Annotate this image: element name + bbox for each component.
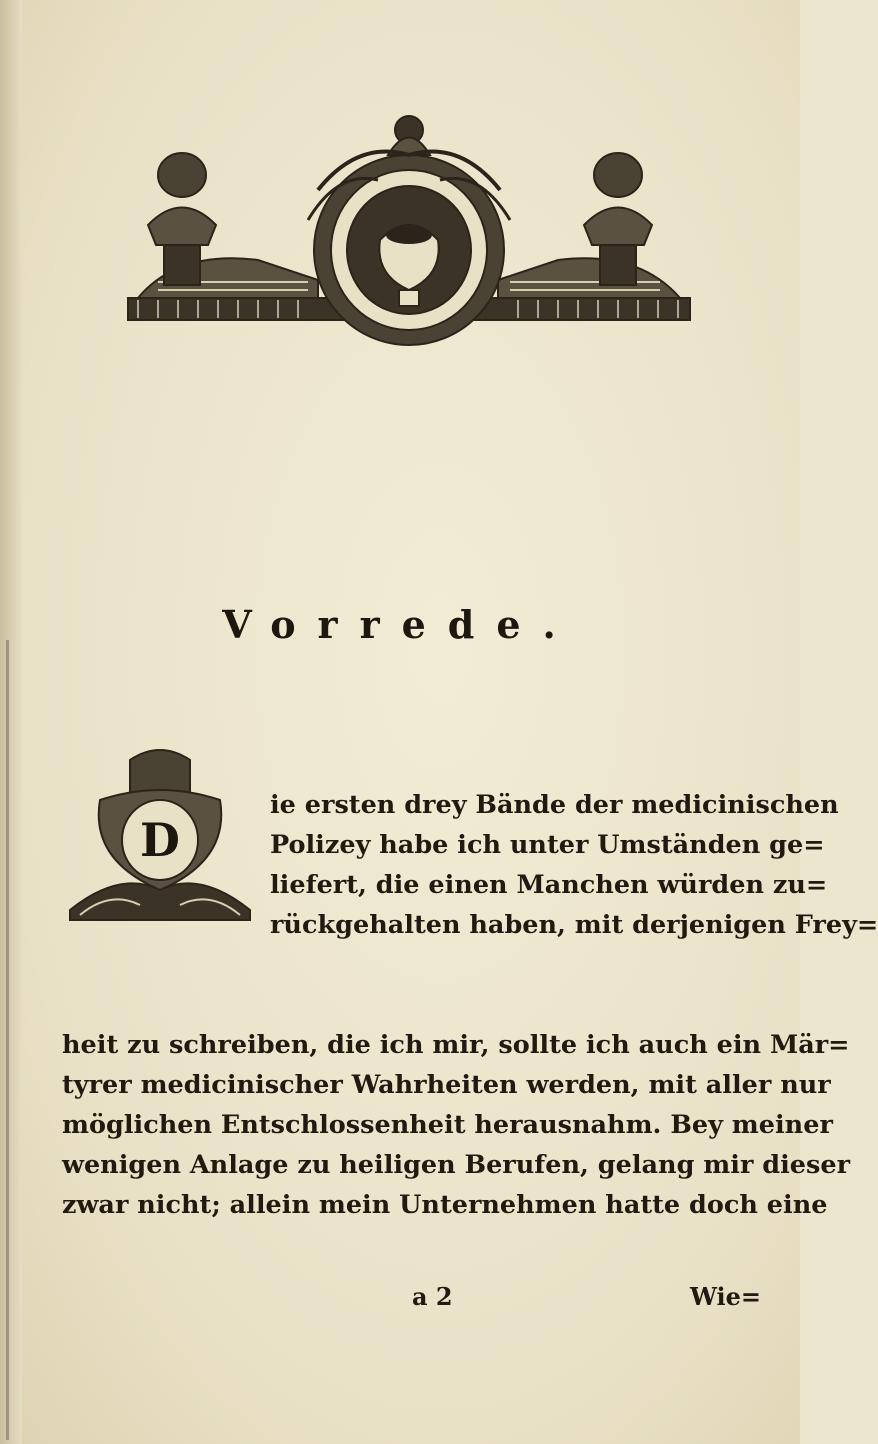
ornamental-headpiece <box>118 100 700 362</box>
decorated-initial <box>60 740 260 940</box>
binding-edge <box>6 640 9 1440</box>
signature-mark: a 2 <box>412 1282 453 1311</box>
initial-letter: D <box>140 813 180 867</box>
text-line: ie ersten drey Bände der medicinischen <box>270 790 839 820</box>
text-line: tyrer medicinischer Wahrheiten werden, mit aller nur <box>62 1070 831 1100</box>
page-title: Vorrede. <box>222 602 578 647</box>
text-line: wenigen Anlage zu heiligen Berufen, gelang mir dieser <box>62 1150 851 1180</box>
text-line: zwar nicht; allein mein Unternehmen hatte doch eine <box>62 1190 828 1220</box>
catchword: Wie= <box>690 1282 762 1311</box>
page-gutter <box>0 0 22 1444</box>
text-line: liefert, die einen Manchen würden zu= <box>270 870 828 900</box>
body-text-block <box>62 1025 850 1225</box>
text-line: möglichen Entschlossenheit herausnahm. Bey meiner <box>62 1110 833 1140</box>
text-line: Polizey habe ich unter Umständen ge= <box>270 830 825 860</box>
text-line: rückgehalten haben, mit derjenigen Frey= <box>270 910 878 940</box>
text-line: heit zu schreiben, die ich mir, sollte ich auch ein Mär= <box>62 1030 850 1060</box>
indented-text-block <box>270 785 878 945</box>
